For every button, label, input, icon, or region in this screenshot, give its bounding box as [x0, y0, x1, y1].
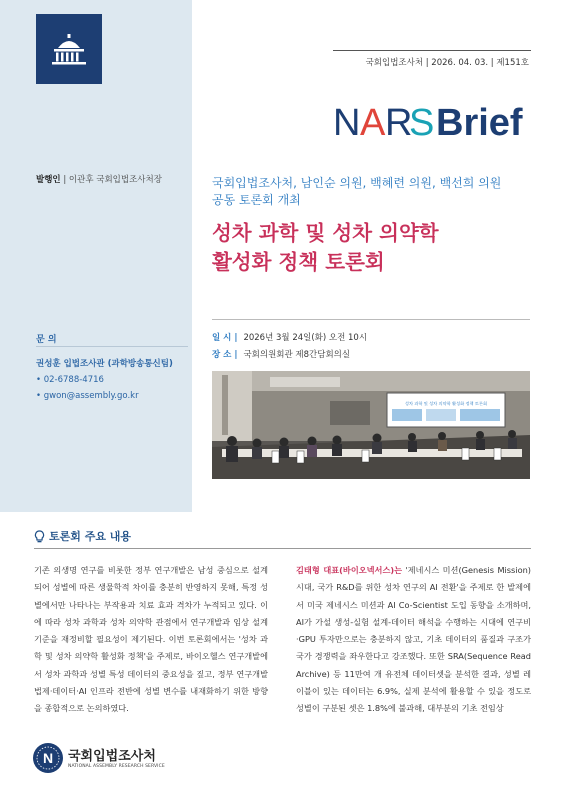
info-divider: [212, 319, 530, 320]
conference-room-illustration: [212, 371, 530, 479]
body-column-right: [296, 562, 531, 718]
section-divider: [34, 548, 531, 549]
footer-org-english: NATIONAL ASSEMBLY RESEARCH SERVICE: [68, 764, 165, 769]
place-label: 장 소 |: [212, 350, 238, 360]
speaker-name: 김태형 대표(바이오넥서스)는: [296, 565, 403, 575]
nars-brief-logo: [333, 97, 533, 143]
nars-emblem-icon: [32, 742, 64, 774]
contact-title: 문 의: [36, 335, 57, 345]
event-subtitle: [212, 175, 501, 209]
event-place-row: [212, 348, 350, 360]
brand-letter-r: R: [385, 102, 413, 143]
contact-email[interactable]: • gwon@assembly.go.kr: [36, 391, 139, 401]
assembly-logo: [36, 14, 102, 84]
title-line-1: 성차 과학 및 성차 의약학: [212, 221, 439, 245]
event-photo: [212, 371, 530, 479]
right-paragraph: '제네시스 미션(Genesis Mission) 시대, 국가 R&D를 위한 성차 연구의 AI 전환'을 주제로 한 발제에서 미국 제네시스 미션과 AI Co-Scientist 도입 동향을 소개하며, AI가 가설 생성-실험 설계-데이터 해석을 수행하는 시대에 연구비·GPU 투자만으로는 충분하지 않고, 기초 데이터의 품질과 구조가 국가 경쟁력을 좌우한다고 강조했다. 또한 SRA(Sequence Read Archive) 등 11만여 개 유전체 데이터셋을 분석한 결과, 성별 레이블이 있는 데이터는 6.9%, 실제 분석에 활용할 수 있을 정도로 성별이 구분된 셋은 1.8%에 불과해, 대부분의 기초 전임상: [296, 565, 531, 714]
title-line-2: 활성화 정책 토론회: [212, 250, 385, 274]
issue-meta: 국회입법조사처 | 2026. 04. 03. | 제151호: [365, 58, 529, 68]
publisher-value: | 이관후 국회입법조사처장: [63, 175, 162, 185]
subtitle-line-1: 국회입법조사처, 남인순 의원, 백혜련 의원, 백선희 의원: [212, 176, 502, 190]
date-label: 일 시 |: [212, 333, 238, 343]
contact-phone: • 02-6788-4716: [36, 375, 104, 385]
emblem-letter: N: [42, 750, 54, 766]
subtitle-line-2: 공동 토론회 개최: [212, 193, 301, 207]
left-paragraph: 기존 의생명 연구를 비롯한 정부 연구개발은 남성 중심으로 설계되어 성별에 따른 생물학적 차이를 충분히 반영하지 못해, 특정 성별에서만 나타나는 부작용과 치료 효과 격차가 누적되고 있다. 이에 따라 성차 과학과 성차 의약학 관점에서 연구개발과 임상 설계 기준을 재정비할 필요성이 제기된다. 이번 토론회에서는 '성차 과학 및 성차 의약학 활성화 정책'을 주제로, 바이오헬스 연구개발에서 성차 과학과 성별 특성 데이터의 중요성을 짚고, 정부 연구개발 법제·데이터·AI 인프라 전반에 성별 변수를 내재화하기 위한 방향을 종합적으로 논의하였다.: [34, 565, 268, 714]
assembly-building-icon: [36, 14, 102, 84]
footer-logo: [32, 742, 192, 778]
place-value: 국회의원회관 제8간담회의실: [243, 350, 351, 360]
brand-letter-s: S: [409, 102, 435, 143]
section-heading: [34, 528, 131, 544]
section-heading-text: 토론회 주요 내용: [49, 530, 132, 543]
brand-word-brief: Brief: [436, 102, 523, 143]
contact-section: [36, 332, 186, 345]
header-divider: [333, 50, 531, 51]
date-value: 2026년 3월 24일(화) 오전 10시: [243, 333, 368, 343]
brand-letter-a: A: [360, 102, 386, 143]
event-date-row: [212, 331, 367, 343]
body-column-left: [34, 562, 268, 718]
lightbulb-icon: [34, 530, 45, 543]
contact-name: 권성훈 입법조사관 (과학방송통신팀): [36, 359, 173, 369]
event-title: [212, 219, 439, 277]
banner-text: 성차 과학 및 성차 의약학 활성화 정책 토론회: [404, 401, 488, 406]
footer-org-name: 국회입법조사처: [68, 749, 156, 764]
contact-divider: [36, 346, 188, 347]
brand-letter-n: N: [333, 102, 361, 143]
publisher-info: [36, 173, 162, 185]
publisher-label: 발행인: [36, 175, 61, 185]
